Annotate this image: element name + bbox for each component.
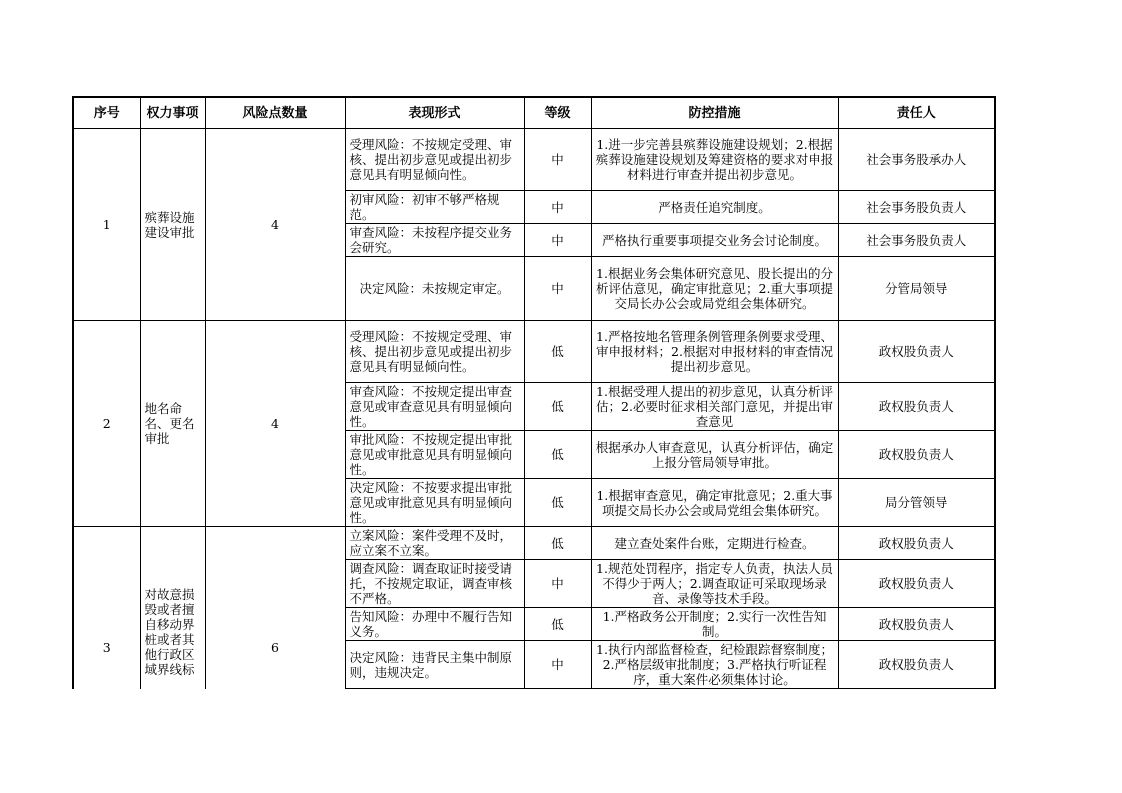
risk-level: 低 — [524, 527, 591, 560]
header-index: 序号 — [73, 97, 140, 129]
table-row — [73, 527, 995, 560]
risk-form: 立案风险：案件受理不及时，应立案不立案。 — [345, 527, 524, 560]
risk-level: 低 — [524, 321, 591, 383]
risk-form: 审批风险：不按规定提出审批意见或审批意见具有明显倾向性。 — [345, 431, 524, 479]
risk-level: 低 — [524, 608, 591, 641]
responsible-person: 政权股负责人 — [838, 383, 995, 431]
risk-form: 初审风险：初审不够严格规范。 — [345, 191, 524, 224]
risk-level: 中 — [524, 224, 591, 257]
risk-form: 决定风险：违背民主集中制原则，违规决定。 — [345, 641, 524, 689]
control-measures: 1.根据受理人提出的初步意见，认真分析评估；2.必要时征求相关部门意见，并提出审查意见 — [591, 383, 838, 431]
header-responsible: 责任人 — [838, 97, 995, 129]
control-measures: 根据承办人审查意见，认真分析评估，确定上报分管局领导审批。 — [591, 431, 838, 479]
risk-form: 受理风险：不按规定受理、审核、提出初步意见或提出初步意见具有明显倾向性。 — [345, 321, 524, 383]
table-row — [73, 129, 995, 191]
risk-level: 中 — [524, 257, 591, 321]
risk-level: 低 — [524, 383, 591, 431]
responsible-person: 政权股负责人 — [838, 431, 995, 479]
control-measures: 建立查处案件台账，定期进行检查。 — [591, 527, 838, 560]
risk-form: 告知风险：办理中不履行告知义务。 — [345, 608, 524, 641]
control-measures: 1.进一步完善县殡葬设施建设规划；2.根据殡葬设施建设规划及筹建资格的要求对申报材料进行审查并提出初步意见。 — [591, 129, 838, 191]
control-measures: 1.执行内部监督检查，纪检跟踪督察制度；2.严格层级审批制度；3.严格执行听证程序，重大案件必须集体讨论。 — [591, 641, 838, 689]
control-measures: 1.根据业务会集体研究意见、股长提出的分析评估意见，确定审批意见；2.重大事项提交局长办公会或局党组会集体研究。 — [591, 257, 838, 321]
responsible-person: 政权股负责人 — [838, 641, 995, 689]
risk-level: 低 — [524, 431, 591, 479]
risk-form: 受理风险：不按规定受理、审核、提出初步意见或提出初步意见具有明显倾向性。 — [345, 129, 524, 191]
header-measures: 防控措施 — [591, 97, 838, 129]
control-measures: 1.严格按地名管理条例管理条例要求受理、审申报材料；2.根据对申报材料的审查情况提出初步意见。 — [591, 321, 838, 383]
control-measures: 1.根据审查意见，确定审批意见；2.重大事项提交局长办公会或局党组会集体研究。 — [591, 479, 838, 527]
risk-form: 决定风险：未按规定审定。 — [345, 257, 524, 321]
group-risk-count: 4 — [205, 321, 345, 527]
group-index: 2 — [73, 321, 140, 527]
group-index: 3 — [73, 527, 140, 689]
group-risk-count: 4 — [205, 129, 345, 321]
responsible-person: 社会事务股承办人 — [838, 129, 995, 191]
risk-level: 中 — [524, 641, 591, 689]
responsible-person: 政权股负责人 — [838, 560, 995, 608]
header-risk-count: 风险点数量 — [205, 97, 345, 129]
group-index: 1 — [73, 129, 140, 321]
risk-form: 审查风险：未按程序提交业务会研究。 — [345, 224, 524, 257]
header-item: 权力事项 — [140, 97, 205, 129]
control-measures: 严格责任追究制度。 — [591, 191, 838, 224]
risk-form: 决定风险：不按要求提出审批意见或审批意见具有明显倾向性。 — [345, 479, 524, 527]
responsible-person: 社会事务股负责人 — [838, 191, 995, 224]
group-risk-count: 6 — [205, 527, 345, 689]
header-level: 等级 — [524, 97, 591, 129]
risk-control-table — [72, 96, 996, 689]
control-measures: 严格执行重要事项提交业务会讨论制度。 — [591, 224, 838, 257]
table-row — [73, 321, 995, 383]
control-measures: 1.规范处罚程序，指定专人负责，执法人员不得少于两人；2.调查取证可采取现场录音、录像等技术手段。 — [591, 560, 838, 608]
risk-form: 审查风险：不按规定提出审查意见或审查意见具有明显倾向性。 — [345, 383, 524, 431]
control-measures: 1.严格政务公开制度；2.实行一次性告知制。 — [591, 608, 838, 641]
header-form: 表现形式 — [345, 97, 524, 129]
risk-level: 中 — [524, 191, 591, 224]
risk-level: 低 — [524, 479, 591, 527]
responsible-person: 政权股负责人 — [838, 608, 995, 641]
responsible-person: 社会事务股负责人 — [838, 224, 995, 257]
responsible-person: 政权股负责人 — [838, 321, 995, 383]
responsible-person: 局分管领导 — [838, 479, 995, 527]
responsible-person: 分管局领导 — [838, 257, 995, 321]
risk-level: 中 — [524, 129, 591, 191]
group-item: 殡葬设施建设审批 — [140, 129, 205, 321]
risk-level: 中 — [524, 560, 591, 608]
risk-form: 调查风险：调查取证时接受请托，不按规定取证，调查审核不严格。 — [345, 560, 524, 608]
responsible-person: 政权股负责人 — [838, 527, 995, 560]
header-row — [73, 97, 995, 129]
group-item: 对故意损毁或者擅自移动界桩或者其他行政区域界线标 — [140, 527, 205, 689]
group-item: 地名命名、更名审批 — [140, 321, 205, 527]
